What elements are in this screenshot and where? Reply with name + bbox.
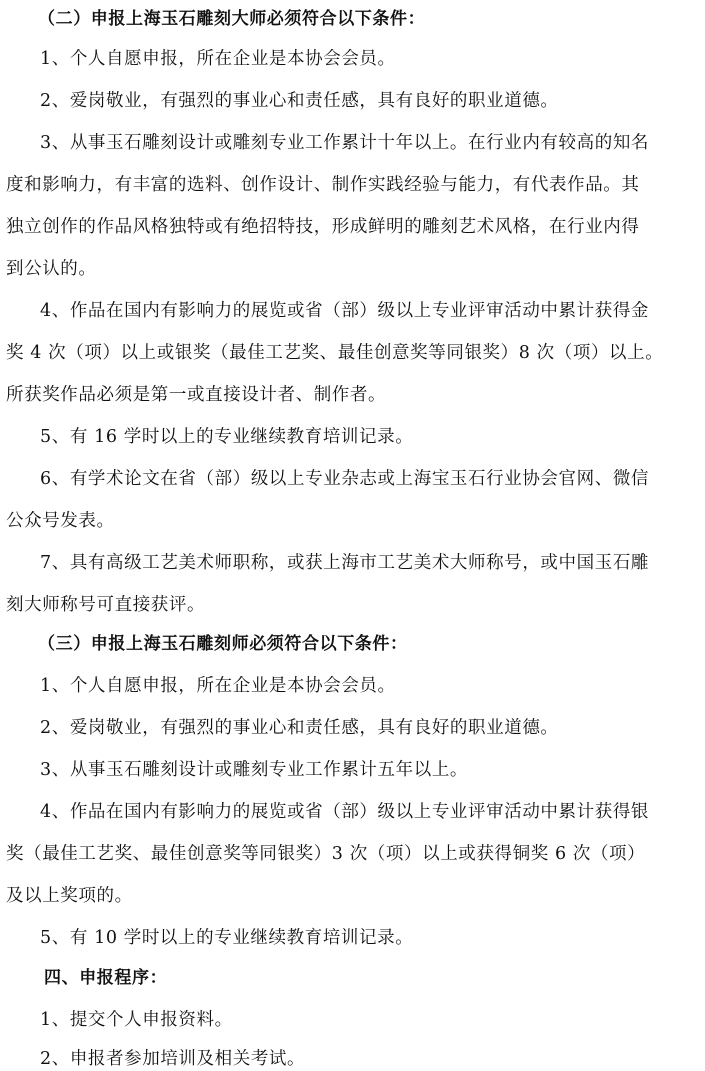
section-heading: （三）申报上海玉石雕刻师必须符合以下条件： <box>38 634 408 654</box>
paragraph-line: 3、从事玉石雕刻设计或雕刻专业工作累计五年以上。 <box>40 760 469 780</box>
paragraph-line: 公众号发表。 <box>6 511 115 531</box>
paragraph-line: 奖（最佳工艺奖、最佳创意奖等同银奖）3 次（项）以上或获得铜奖 6 次（项） <box>6 844 646 864</box>
paragraph-line: 及以上奖项的。 <box>6 886 133 906</box>
paragraph-line: 6、有学术论文在省（部）级以上专业杂志或上海宝玉石行业协会官网、微信 <box>40 469 650 489</box>
paragraph-line: 1、提交个人申报资料。 <box>40 1010 233 1030</box>
paragraph-line: 2、申报者参加培训及相关考试。 <box>40 1049 306 1069</box>
section-heading: 四、申报程序： <box>44 968 168 988</box>
paragraph-line: 2、爱岗敬业，有强烈的事业心和责任感，具有良好的职业道德。 <box>40 91 559 111</box>
paragraph-line: 7、具有高级工艺美术师职称，或获上海市工艺美术大师称号，或中国玉石雕 <box>40 553 650 573</box>
paragraph-line: 所获奖作品必须是第一或直接设计者、制作者。 <box>6 385 387 405</box>
section-heading: （二）申报上海玉石雕刻大师必须符合以下条件： <box>38 9 426 29</box>
paragraph-line: 1、个人自愿申报，所在企业是本协会会员。 <box>40 49 396 69</box>
paragraph-line: 独立创作的作品风格独特或有绝招特技，形成鲜明的雕刻艺术风格，在行业内得 <box>6 217 640 237</box>
paragraph-line: 4、作品在国内有影响力的展览或省（部）级以上专业评审活动中累计获得银 <box>40 802 650 822</box>
paragraph-line: 5、有 16 学时以上的专业继续教育培训记录。 <box>40 427 414 447</box>
paragraph-line: 刻大师称号可直接获评。 <box>6 595 206 615</box>
paragraph-line: 度和影响力，有丰富的选料、创作设计、制作实践经验与能力，有代表作品。其 <box>6 175 640 195</box>
paragraph-line: 5、有 10 学时以上的专业继续教育培训记录。 <box>40 928 414 948</box>
paragraph-line: 2、爱岗敬业，有强烈的事业心和责任感，具有良好的职业道德。 <box>40 718 559 738</box>
paragraph-line: 3、从事玉石雕刻设计或雕刻专业工作累计十年以上。在行业内有较高的知名 <box>40 133 650 153</box>
paragraph-line: 4、作品在国内有影响力的展览或省（部）级以上专业评审活动中累计获得金 <box>40 301 650 321</box>
paragraph-line: 1、个人自愿申报，所在企业是本协会会员。 <box>40 676 396 696</box>
paragraph-line: 奖 4 次（项）以上或银奖（最佳工艺奖、最佳创意奖等同银奖）8 次（项）以上。 <box>6 343 664 363</box>
paragraph-line: 到公认的。 <box>6 259 97 279</box>
